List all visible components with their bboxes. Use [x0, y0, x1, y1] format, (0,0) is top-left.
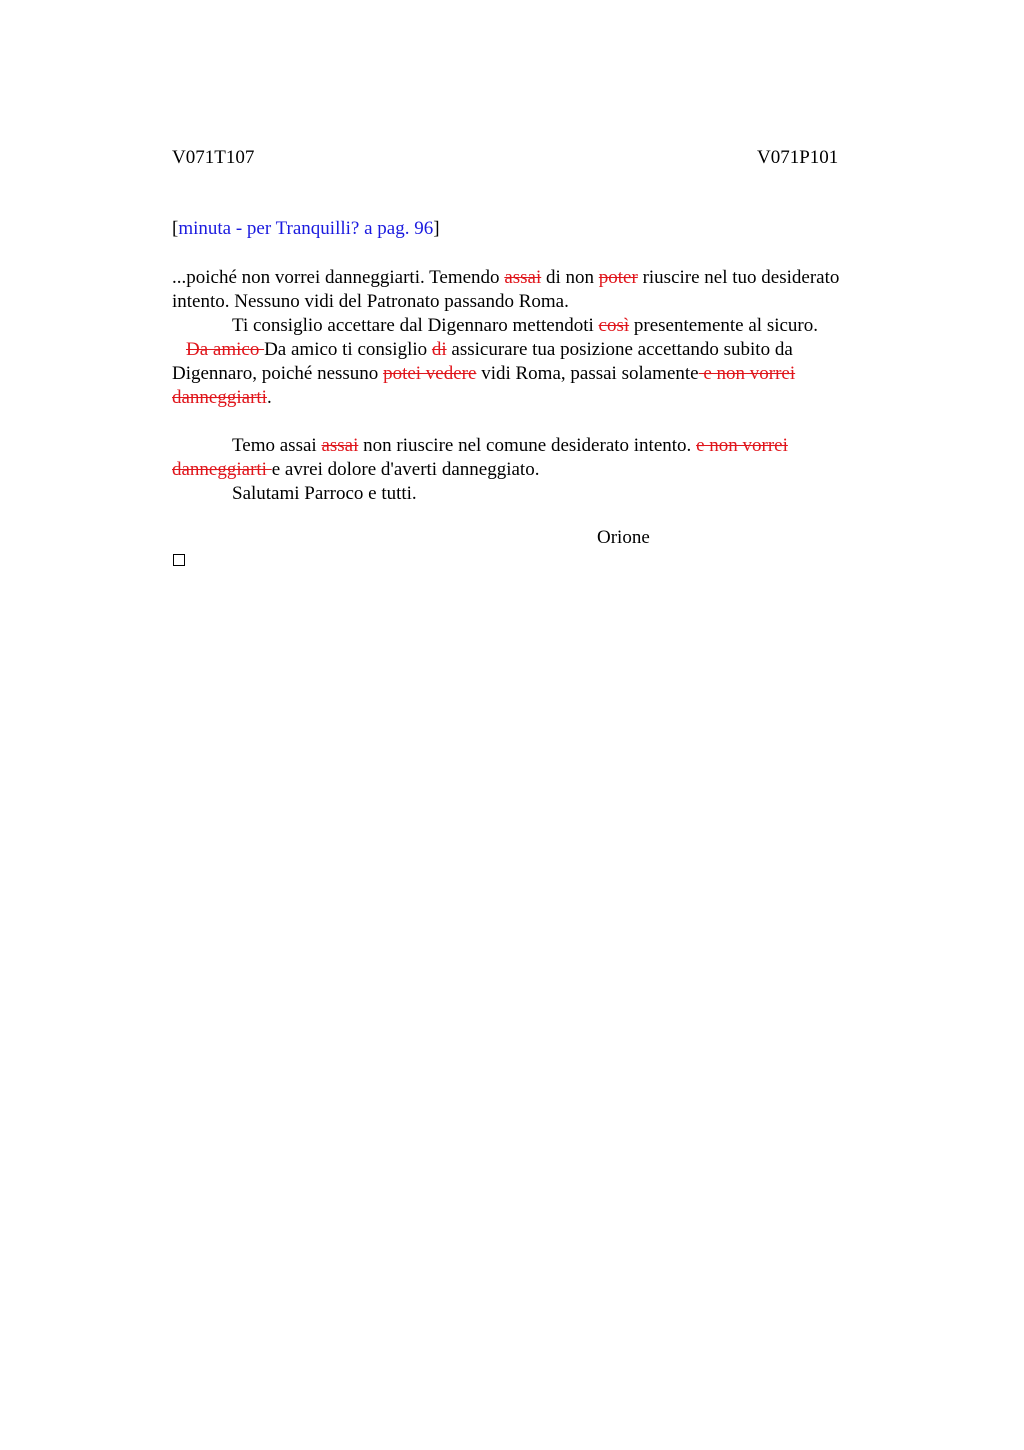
deleted-text: assai: [321, 435, 359, 456]
deleted-text: poter: [598, 267, 638, 288]
text-run: e avrei dolore d'averti danneggiato.: [271, 459, 540, 480]
checkbox-square-icon: [173, 554, 185, 566]
text-run: Da amico ti consiglio: [264, 339, 432, 360]
paragraph-1-line-2: intento. Nessuno vidi del Patronato passando Roma.: [172, 291, 569, 312]
deleted-text: Da amico: [186, 339, 265, 360]
right-code: V071P101: [757, 147, 839, 168]
left-code: V071T107: [172, 147, 255, 168]
paragraph-1-line-1: [172, 266, 908, 290]
paragraph-3-line-2: [172, 362, 908, 386]
paragraph-gap: [172, 410, 908, 434]
paragraph-4-line-2: [172, 458, 908, 482]
text-run: presentemente al sicuro.: [629, 315, 819, 336]
deleted-text: danneggiarti: [172, 459, 272, 480]
text-run: ...poiché non vorrei danneggiarti. Temendo: [172, 267, 505, 288]
signature: Orione: [597, 527, 650, 548]
deleted-text: di: [431, 339, 447, 360]
paragraph-3-line-3: [172, 386, 908, 410]
text-run: Ti consiglio accettare dal Digennaro mettendoti: [232, 315, 599, 336]
text-run: di non: [541, 267, 599, 288]
text-run: assicurare tua posizione accettando subito da: [446, 339, 793, 360]
paragraph-3-line-1: [172, 338, 908, 362]
deleted-text: e non vorrei: [696, 435, 788, 456]
paragraph-4-line-1: [172, 434, 908, 458]
text-run: Temo assai: [232, 435, 322, 456]
note-open-bracket: [: [172, 218, 179, 239]
editorial-note: [172, 218, 440, 240]
note-text: minuta - per Tranquilli? a pag. 96: [178, 218, 434, 239]
deleted-text: potei vedere: [383, 363, 477, 384]
text-run: Digennaro, poiché nessuno: [172, 363, 384, 384]
text-run: .: [266, 387, 272, 408]
deleted-text: così: [598, 315, 630, 336]
paragraph-2: [172, 314, 908, 338]
deleted-text: e non vorrei: [698, 363, 796, 384]
text-run: non riuscire nel comune desiderato intento.: [358, 435, 697, 456]
deleted-text: assai: [504, 267, 542, 288]
letter-body: [172, 266, 908, 506]
text-run: vidi Roma, passai solamente: [476, 363, 699, 384]
paragraph-5: Salutami Parroco e tutti.: [232, 483, 417, 504]
deleted-text: danneggiarti: [172, 387, 267, 408]
text-run: riuscire nel tuo desiderato: [637, 267, 840, 288]
note-close-bracket: ]: [433, 218, 440, 239]
